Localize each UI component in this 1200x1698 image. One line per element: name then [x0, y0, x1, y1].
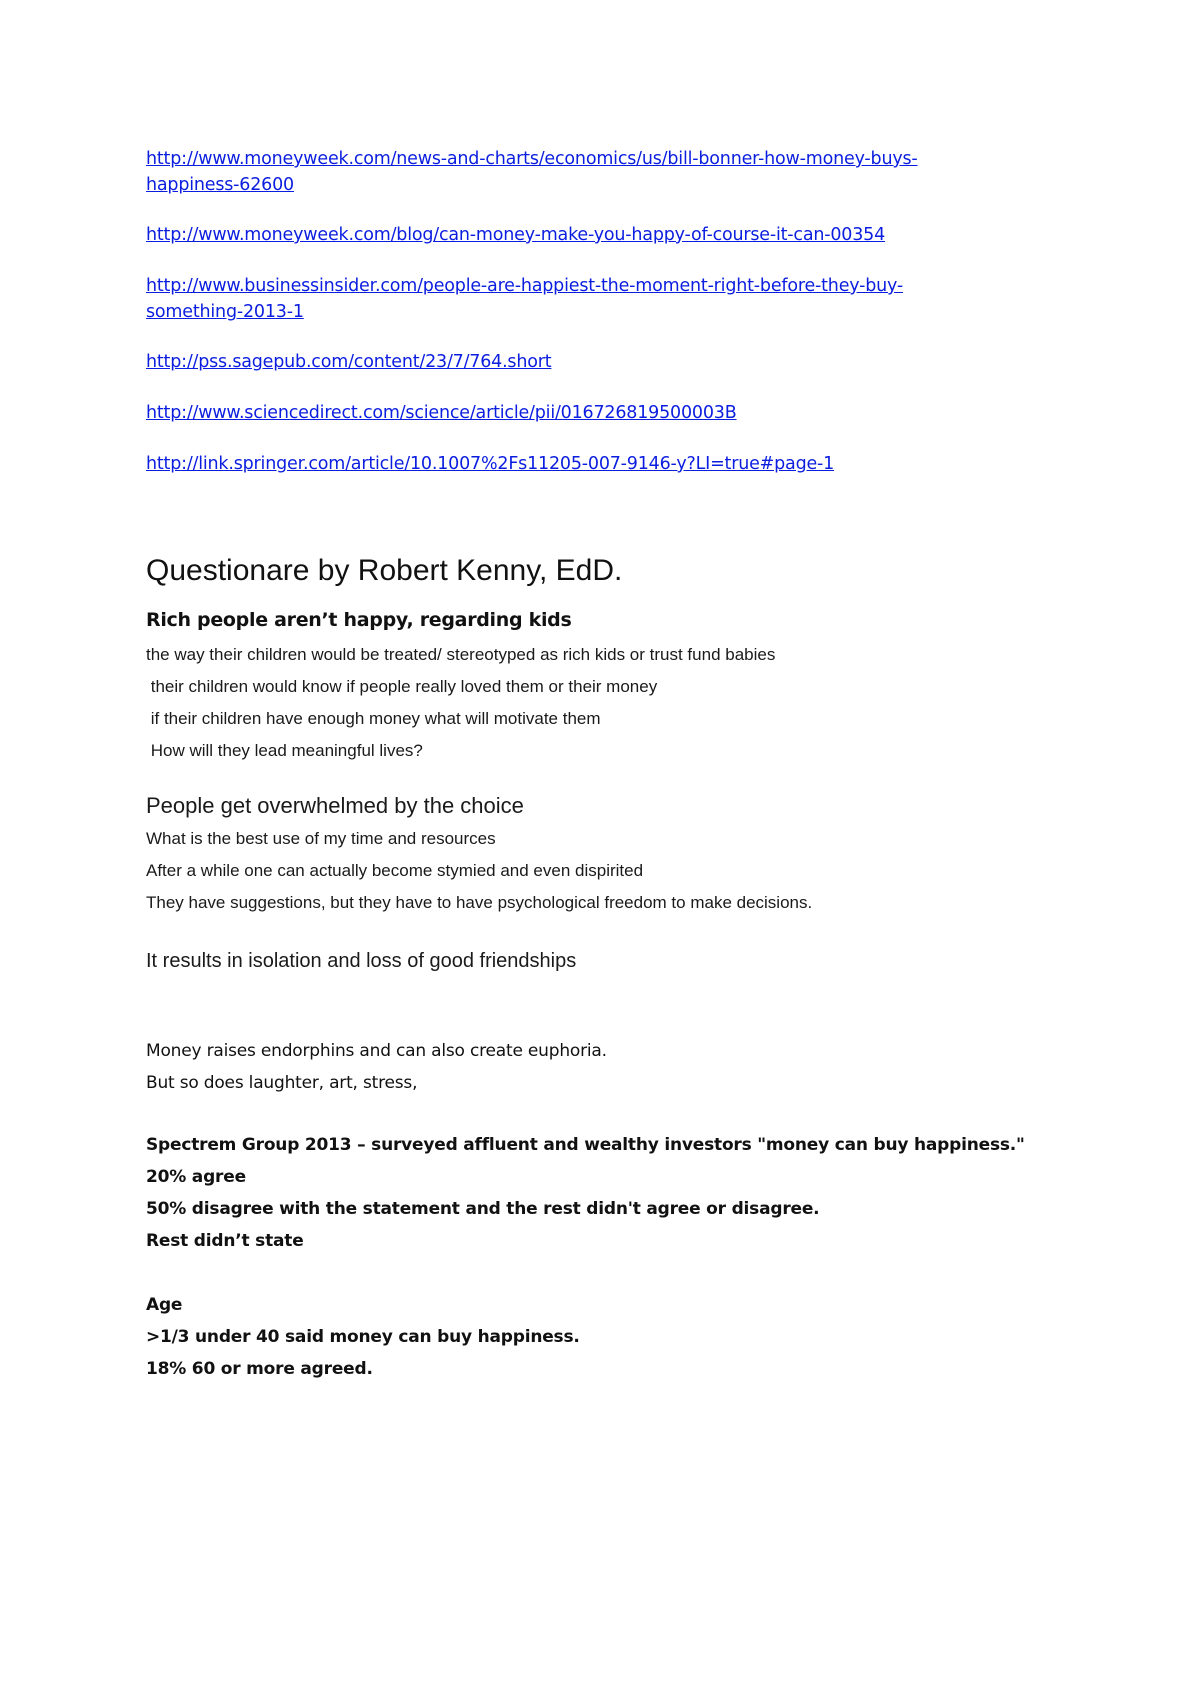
reference-link-sciencedirect[interactable] [146, 400, 1076, 426]
spectrem-survey-paragraph [146, 1129, 1076, 1257]
section-list-choice [146, 823, 1076, 919]
link-text-line: happiness-62600 [146, 175, 294, 195]
reference-link-moneyweek-bill-bonner[interactable] [146, 146, 1076, 198]
text-line: But so does laughter, art, stress, [146, 1073, 418, 1093]
age-paragraph [146, 1289, 1076, 1385]
link-text-line: http://www.moneyweek.com/news-and-charts/economics/us/bill-bonner-how-money-buys- [146, 149, 918, 169]
link-text-line: http://link.springer.com/article/10.1007%2Fs11205-007-9146-y?LI=true#page-1 [146, 454, 835, 474]
section-heading-overwhelmed: People get overwhelmed by the choice [146, 793, 524, 818]
text-line: 18% 60 or more agreed. [146, 1359, 373, 1379]
link-text-line: something-2013-1 [146, 302, 304, 322]
questionnaire-title: Questionare by Robert Kenny, EdD. [146, 554, 623, 587]
list-item: They have suggestions, but they have to have psychological freedom to make decisions. [146, 893, 813, 912]
list-item: How will they lead meaningful lives? [146, 741, 423, 760]
document-content [146, 146, 1076, 1385]
list-item: the way their children would be treated/ stereotyped as rich kids or trust fund babies [146, 645, 776, 664]
section-heading-isolation: It results in isolation and loss of good friendships [146, 950, 577, 972]
text-line: >1/3 under 40 said money can buy happiness. [146, 1327, 580, 1347]
link-text-line: http://www.moneyweek.com/blog/can-money-make-you-happy-of-course-it-can-00354 [146, 225, 886, 245]
list-item: if their children have enough money what will motivate them [146, 709, 601, 728]
text-line: 20% agree [146, 1167, 246, 1187]
reference-link-businessinsider[interactable] [146, 273, 1076, 325]
section-list-kids [146, 639, 1076, 767]
text-line: 50% disagree with the statement and the rest didn't agree or disagree. [146, 1199, 820, 1219]
reference-links [146, 146, 1076, 477]
text-line: Money raises endorphins and can also create euphoria. [146, 1041, 607, 1061]
list-item: After a while one can actually become stymied and even dispirited [146, 861, 644, 880]
text-line: Age [146, 1295, 183, 1315]
link-text-line: http://www.businessinsider.com/people-are-happiest-the-moment-right-before-they-buy- [146, 276, 903, 296]
section-heading-rich-people-kids: Rich people aren’t happy, regarding kids [146, 609, 572, 631]
list-item: What is the best use of my time and resources [146, 829, 496, 848]
link-text-line: http://www.sciencedirect.com/science/article/pii/016726819500003B [146, 403, 737, 423]
text-line: Rest didn’t state [146, 1231, 304, 1251]
reference-link-moneyweek-blog[interactable] [146, 222, 1076, 248]
list-item: their children would know if people really loved them or their money [146, 677, 658, 696]
reference-link-springer[interactable] [146, 451, 1076, 477]
link-text-line: http://pss.sagepub.com/content/23/7/764.short [146, 352, 552, 372]
text-line: Spectrem Group 2013 – surveyed affluent and wealthy investors "money can buy happiness." [146, 1135, 1025, 1155]
money-paragraph [146, 1035, 1076, 1099]
reference-link-sagepub[interactable] [146, 349, 1076, 375]
